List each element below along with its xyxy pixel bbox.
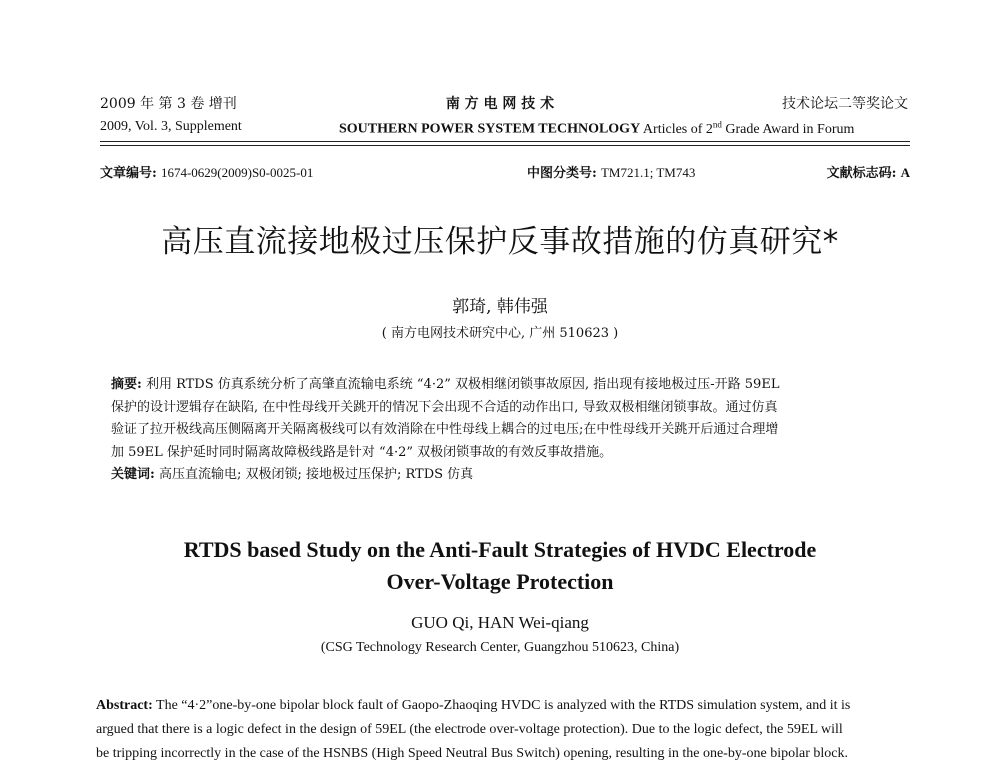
header-rule-bottom xyxy=(100,145,910,146)
document-code: 文献标志码: A xyxy=(826,165,910,181)
en-abstract-line-3: be tripping incorrectly in the case of the HSNBS (High Speed Neutral Bus Switch) opening, resulting in the one-by-one bipolar block. xyxy=(96,746,848,761)
cn-abstract xyxy=(111,374,911,487)
cn-affiliation: ( 南方电网技术研究中心, 广州 510623 ) xyxy=(381,326,619,341)
clc-number: 中图分类号: TM721.1; TM743 xyxy=(527,165,696,181)
header-cn-award: 技术论坛二等奖论文 xyxy=(782,96,908,112)
cn-abstract-line-4: 加 59EL 保护延时同时隔离故障极线路是针对 “4·2” 双极闭锁事故的有效反事故措施。 xyxy=(111,444,613,460)
en-title-line-1: RTDS based Study on the Anti-Fault Strategies of HVDC Electrode xyxy=(183,537,817,562)
header-en-line xyxy=(339,119,854,138)
header-cn-journal: 南 方 电 网 技 术 xyxy=(445,96,555,112)
en-abstract-line-1: Abstract: The “4·2”one-by-one bipolar block fault of Gaopo-Zhaoqing HVDC is analyzed with the RTDS simulation system, and it is xyxy=(96,698,851,713)
cn-title: 高压直流接地极过压保护反事故措施的仿真研究* xyxy=(161,224,839,260)
en-title-line-2: Over-Voltage Protection xyxy=(386,569,614,594)
en-affiliation: (CSG Technology Research Center, Guangzhou 510623, China) xyxy=(320,640,680,655)
header-en-issue: 2009, Vol. 3, Supplement xyxy=(100,119,242,134)
cn-abstract-line-3: 验证了拉开极线高压侧隔离开关隔离极线可以有效消除在中性母线上耦合的过电压;在中性母线开关跳开后通过合理增 xyxy=(111,422,779,437)
cn-abstract-line-2: 保护的设计逻辑存在缺陷, 在中性母线开关跳开的情况下会出现不合适的动作出口, 导致双极相继闭锁事故。通过仿真 xyxy=(111,399,778,415)
cn-abstract-label: 摘要: xyxy=(111,377,142,392)
article-number: 文章编号: 1674-0629(2009)S0-0025-01 xyxy=(100,165,314,181)
cn-keywords: 关键词: 高压直流输电; 双极闭锁; 接地极过压保护; RTDS 仿真 xyxy=(111,467,474,482)
en-abstract-label: Abstract: xyxy=(96,698,153,713)
cn-abstract-line-1: 摘要: 利用 RTDS 仿真系统分析了高肇直流输电系统 “4·2” 双极相继闭锁事故原因, 指出现有接地极过压-开路 59EL xyxy=(111,377,780,392)
en-abstract xyxy=(96,694,921,766)
header-en-journal: SOUTHERN POWER SYSTEM TECHNOLOGY xyxy=(339,121,641,137)
en-authors: GUO Qi, HAN Wei-qiang xyxy=(411,613,589,632)
header-cn-issue: 2009 年 第 3 卷 增刊 xyxy=(100,96,237,112)
cn-keywords-label: 关键词: xyxy=(111,467,155,482)
header-rule-top xyxy=(100,141,910,142)
header-en-award: Articles of 2nd Grade Award in Forum xyxy=(642,119,855,137)
cn-authors: 郭琦, 韩伟强 xyxy=(452,297,548,317)
en-abstract-line-2: argued that there is a logic defect in the design of 59EL (the electrode over-voltage protection). Due to the logic defect, the 59EL will xyxy=(96,722,843,737)
